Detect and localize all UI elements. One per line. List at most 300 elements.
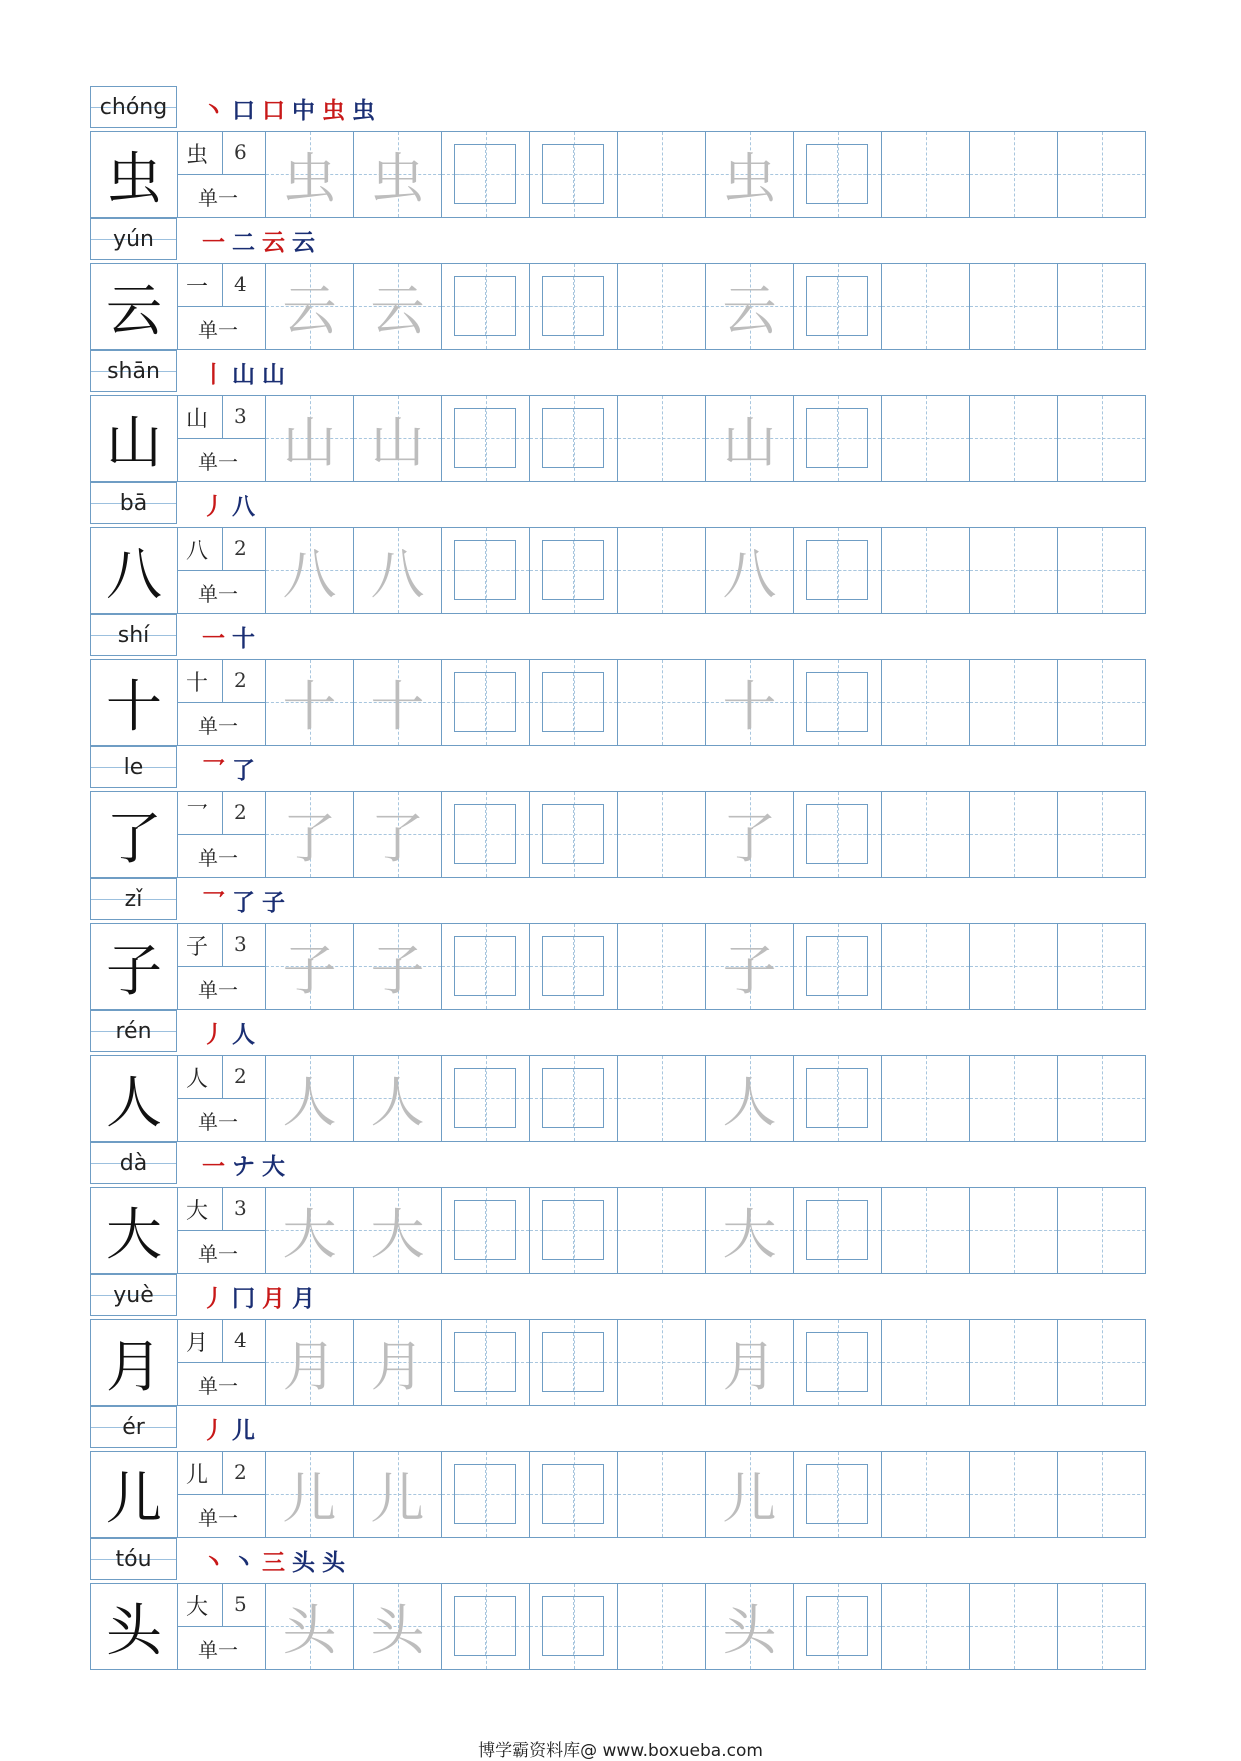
practice-cell[interactable] (970, 660, 1058, 745)
character-info (178, 1056, 266, 1141)
trace-character: 月 (370, 1335, 425, 1398)
practice-cell[interactable] (530, 1188, 618, 1273)
trace-character: 虫 (722, 147, 777, 210)
trace-character: 山 (370, 411, 425, 474)
stroke-step: 乛 (202, 758, 225, 784)
practice-cell[interactable] (530, 1320, 618, 1405)
stroke-order (202, 624, 260, 654)
tracing-cell[interactable] (354, 1320, 442, 1405)
tracing-cell[interactable] (706, 396, 794, 481)
practice-cell[interactable] (442, 132, 530, 217)
character-info (178, 528, 266, 613)
practice-cell[interactable] (618, 924, 706, 1009)
stroke-order (202, 756, 260, 786)
tracing-cell[interactable] (706, 1584, 794, 1669)
stroke-step: 丶 (232, 1550, 255, 1576)
writing-grid-row (90, 527, 1146, 614)
practice-cell[interactable] (618, 1320, 706, 1405)
stroke-step: 冂 (232, 1286, 255, 1312)
inner-grid-box (542, 1068, 604, 1128)
radical-label: 儿 (186, 1463, 209, 1488)
trace-character: 头 (722, 1599, 777, 1662)
inner-grid-box (454, 1200, 516, 1260)
tracing-cell[interactable] (266, 1320, 354, 1405)
writing-grid-row (90, 1319, 1146, 1406)
stroke-step: 八 (232, 494, 255, 520)
tracing-cell[interactable] (706, 792, 794, 877)
divider (222, 1584, 223, 1626)
trace-character: 十 (370, 675, 425, 738)
practice-cell[interactable] (882, 132, 970, 217)
trace-character: 山 (722, 411, 777, 474)
unit-label: 单一 (198, 450, 238, 474)
model-character: 了 (90, 792, 178, 877)
tracing-cell[interactable] (266, 1584, 354, 1669)
practice-cell[interactable] (442, 528, 530, 613)
practice-cell[interactable] (530, 396, 618, 481)
tracing-cell[interactable] (354, 1056, 442, 1141)
inner-grid-box (806, 1596, 868, 1656)
practice-cell[interactable] (1058, 792, 1146, 877)
stroke-step: 了 (232, 890, 255, 916)
practice-cell[interactable] (442, 1320, 530, 1405)
practice-cell[interactable] (882, 396, 970, 481)
radical-label: 一 (186, 275, 209, 300)
tracing-cell[interactable] (266, 924, 354, 1009)
practice-cell[interactable] (794, 1320, 882, 1405)
practice-cell[interactable] (970, 1320, 1058, 1405)
writing-grid-row (90, 791, 1146, 878)
practice-cell[interactable] (530, 132, 618, 217)
pinyin-box (90, 350, 177, 392)
trace-character: 了 (282, 807, 337, 870)
practice-cell[interactable] (618, 1188, 706, 1273)
tracing-cell[interactable] (354, 396, 442, 481)
practice-cell[interactable] (882, 1452, 970, 1537)
pinyin-box (90, 1274, 177, 1316)
character-entry (90, 614, 1146, 746)
inner-grid-box (454, 1596, 516, 1656)
stroke-step: 丨 (202, 362, 225, 388)
model-character: 人 (90, 1056, 178, 1141)
divider (222, 924, 223, 966)
tracing-cell[interactable] (354, 924, 442, 1009)
trace-character: 十 (282, 675, 337, 738)
stroke-order (202, 1152, 290, 1182)
model-character: 头 (90, 1584, 178, 1669)
writing-grid-row (90, 1187, 1146, 1274)
practice-cell[interactable] (794, 1584, 882, 1669)
divider (178, 1230, 266, 1231)
practice-cell[interactable] (1058, 660, 1146, 745)
practice-cell[interactable] (1058, 1188, 1146, 1273)
stroke-step: 丿 (202, 1286, 225, 1312)
tracing-cell[interactable] (706, 1320, 794, 1405)
trace-character: 八 (722, 543, 777, 606)
stroke-step: 了 (232, 758, 255, 784)
model-character: 虫 (90, 132, 178, 217)
tracing-cell[interactable] (266, 396, 354, 481)
tracing-cell[interactable] (266, 1452, 354, 1537)
divider (178, 1626, 266, 1627)
character-entry (90, 746, 1146, 878)
tracing-cell[interactable] (354, 1452, 442, 1537)
unit-label: 单一 (198, 1506, 238, 1530)
stroke-step: 丶 (202, 98, 225, 124)
practice-cell[interactable] (970, 264, 1058, 349)
tracing-cell[interactable] (266, 660, 354, 745)
tracing-cell[interactable] (706, 132, 794, 217)
inner-grid-box (806, 936, 868, 996)
pinyin-row (90, 482, 1146, 527)
character-info (178, 924, 266, 1009)
practice-cell[interactable] (618, 528, 706, 613)
practice-cell[interactable] (794, 1188, 882, 1273)
divider (178, 570, 266, 571)
practice-cell[interactable] (618, 1584, 706, 1669)
character-info (178, 1320, 266, 1405)
practice-cell[interactable] (530, 1584, 618, 1669)
divider (178, 1362, 266, 1363)
practice-cell[interactable] (794, 264, 882, 349)
stroke-step: 口 (232, 98, 255, 124)
practice-cell[interactable] (970, 924, 1058, 1009)
inner-grid-box (542, 276, 604, 336)
practice-cell[interactable] (970, 1584, 1058, 1669)
pinyin-label: yún (113, 227, 154, 252)
practice-cell[interactable] (882, 660, 970, 745)
inner-grid-box (542, 936, 604, 996)
unit-label: 单一 (198, 714, 238, 738)
pinyin-box (90, 86, 177, 128)
unit-label: 单一 (198, 1242, 238, 1266)
pinyin-row (90, 1406, 1146, 1451)
pinyin-row (90, 1010, 1146, 1055)
tracing-cell[interactable] (354, 132, 442, 217)
model-character: 十 (90, 660, 178, 745)
practice-cell[interactable] (794, 1056, 882, 1141)
practice-cell[interactable] (442, 660, 530, 745)
trace-character: 云 (722, 279, 777, 342)
stroke-step: 一 (202, 1154, 225, 1180)
practice-cell[interactable] (794, 132, 882, 217)
model-character: 云 (90, 264, 178, 349)
stroke-count: 4 (234, 1328, 247, 1352)
stroke-step: 子 (262, 890, 285, 916)
trace-character: 子 (722, 939, 777, 1002)
divider (178, 834, 266, 835)
practice-cell[interactable] (618, 396, 706, 481)
tracing-cell[interactable] (354, 264, 442, 349)
practice-cell[interactable] (442, 1584, 530, 1669)
practice-cell[interactable] (530, 924, 618, 1009)
practice-cell[interactable] (442, 396, 530, 481)
pinyin-box (90, 1538, 177, 1580)
tracing-cell[interactable] (706, 1188, 794, 1273)
tracing-cell[interactable] (354, 1188, 442, 1273)
practice-cell[interactable] (882, 264, 970, 349)
stroke-step: 中 (292, 98, 315, 124)
practice-cell[interactable] (618, 264, 706, 349)
inner-grid-box (806, 804, 868, 864)
tracing-cell[interactable] (266, 264, 354, 349)
practice-cell[interactable] (530, 1056, 618, 1141)
stroke-step: 头 (292, 1550, 315, 1576)
divider (178, 174, 266, 175)
practice-cell[interactable] (1058, 924, 1146, 1009)
divider (178, 1494, 266, 1495)
pinyin-box (90, 1142, 177, 1184)
practice-cell[interactable] (882, 1320, 970, 1405)
trace-character: 人 (282, 1071, 337, 1134)
stroke-step: 口 (262, 98, 285, 124)
practice-cell[interactable] (1058, 1056, 1146, 1141)
model-character: 山 (90, 396, 178, 481)
practice-cell[interactable] (1058, 132, 1146, 217)
writing-grid-row (90, 659, 1146, 746)
practice-cell[interactable] (882, 1584, 970, 1669)
inner-grid-box (454, 672, 516, 732)
radical-label: 大 (186, 1595, 209, 1620)
pinyin-box (90, 1010, 177, 1052)
practice-cell[interactable] (442, 1188, 530, 1273)
practice-cell[interactable] (970, 132, 1058, 217)
divider (178, 966, 266, 967)
tracing-cell[interactable] (354, 792, 442, 877)
character-entry (90, 878, 1146, 1010)
tracing-cell[interactable] (354, 660, 442, 745)
model-character: 大 (90, 1188, 178, 1273)
tracing-cell[interactable] (266, 132, 354, 217)
stroke-step: 儿 (232, 1418, 255, 1444)
practice-cell[interactable] (1058, 1584, 1146, 1669)
inner-grid-box (542, 1464, 604, 1524)
practice-cell[interactable] (794, 924, 882, 1009)
practice-cell[interactable] (882, 1056, 970, 1141)
pinyin-label: dà (119, 1151, 148, 1176)
character-info (178, 660, 266, 745)
divider (222, 1188, 223, 1230)
tracing-cell[interactable] (266, 1188, 354, 1273)
trace-character: 子 (282, 939, 337, 1002)
pinyin-box (90, 746, 177, 788)
practice-cell[interactable] (882, 792, 970, 877)
practice-cell[interactable] (530, 792, 618, 877)
tracing-cell[interactable] (266, 1056, 354, 1141)
stroke-order (202, 888, 290, 918)
tracing-cell[interactable] (706, 1452, 794, 1537)
trace-character: 大 (282, 1203, 337, 1266)
stroke-step: 一 (202, 626, 225, 652)
divider (222, 264, 223, 306)
practice-cell[interactable] (970, 528, 1058, 613)
inner-grid-box (806, 1464, 868, 1524)
unit-label: 单一 (198, 978, 238, 1002)
inner-grid-box (806, 540, 868, 600)
practice-cell[interactable] (794, 792, 882, 877)
stroke-count: 2 (234, 668, 247, 692)
stroke-count: 2 (234, 1460, 247, 1484)
radical-label: 虫 (186, 143, 209, 168)
inner-grid-box (542, 804, 604, 864)
tracing-cell[interactable] (706, 924, 794, 1009)
pinyin-row (90, 86, 1146, 131)
stroke-order (202, 1020, 260, 1050)
tracing-cell[interactable] (706, 1056, 794, 1141)
inner-grid-box (806, 144, 868, 204)
inner-grid-box (454, 936, 516, 996)
trace-character: 月 (282, 1335, 337, 1398)
stroke-count: 2 (234, 536, 247, 560)
stroke-step: 人 (232, 1022, 255, 1048)
stroke-order (202, 492, 260, 522)
practice-cell[interactable] (970, 1056, 1058, 1141)
practice-cell[interactable] (1058, 1452, 1146, 1537)
stroke-step: 十 (232, 626, 255, 652)
trace-character: 了 (370, 807, 425, 870)
radical-label: 人 (186, 1067, 209, 1092)
stroke-count: 3 (234, 404, 247, 428)
tracing-cell[interactable] (706, 660, 794, 745)
inner-grid-box (542, 1332, 604, 1392)
trace-character: 子 (370, 939, 425, 1002)
inner-grid-box (454, 1332, 516, 1392)
stroke-step: 山 (262, 362, 285, 388)
practice-cell[interactable] (794, 1452, 882, 1537)
practice-cell[interactable] (442, 792, 530, 877)
practice-cell[interactable] (442, 1056, 530, 1141)
tracing-cell[interactable] (266, 792, 354, 877)
stroke-count: 4 (234, 272, 247, 296)
practice-cell[interactable] (530, 264, 618, 349)
tracing-cell[interactable] (706, 264, 794, 349)
practice-cell[interactable] (882, 528, 970, 613)
trace-character: 月 (722, 1335, 777, 1398)
practice-cell[interactable] (442, 264, 530, 349)
practice-cell[interactable] (1058, 528, 1146, 613)
writing-grid-row (90, 923, 1146, 1010)
unit-label: 单一 (198, 1374, 238, 1398)
divider (222, 132, 223, 174)
practice-cell[interactable] (442, 924, 530, 1009)
practice-cell[interactable] (618, 792, 706, 877)
pinyin-label: le (123, 755, 144, 780)
stroke-step: 头 (322, 1550, 345, 1576)
stroke-step: 月 (292, 1286, 315, 1312)
character-info (178, 1584, 266, 1669)
unit-label: 单一 (198, 582, 238, 606)
trace-character: 虫 (282, 147, 337, 210)
pinyin-label: ér (122, 1415, 145, 1440)
unit-label: 单一 (198, 1110, 238, 1134)
pinyin-label: chóng (99, 95, 168, 120)
pinyin-label: bā (119, 491, 148, 516)
writing-grid-row (90, 131, 1146, 218)
inner-grid-box (806, 408, 868, 468)
practice-cell[interactable] (882, 924, 970, 1009)
pinyin-box (90, 218, 177, 260)
practice-cell[interactable] (618, 660, 706, 745)
divider (222, 528, 223, 570)
writing-grid-row (90, 1583, 1146, 1670)
pinyin-row (90, 1142, 1146, 1187)
stroke-count: 2 (234, 1064, 247, 1088)
character-info (178, 132, 266, 217)
trace-character: 山 (282, 411, 337, 474)
tracing-cell[interactable] (266, 528, 354, 613)
model-character: 八 (90, 528, 178, 613)
trace-character: 儿 (282, 1467, 337, 1530)
trace-character: 八 (370, 543, 425, 606)
stroke-order (202, 1416, 260, 1446)
trace-character: 人 (722, 1071, 777, 1134)
inner-grid-box (542, 672, 604, 732)
practice-cell[interactable] (882, 1188, 970, 1273)
divider (222, 792, 223, 834)
stroke-step: 丿 (202, 1022, 225, 1048)
inner-grid-box (454, 144, 516, 204)
stroke-step: 山 (232, 362, 255, 388)
radical-label: 乛 (186, 803, 209, 828)
practice-cell[interactable] (530, 660, 618, 745)
practice-cell[interactable] (970, 1188, 1058, 1273)
practice-cell[interactable] (1058, 396, 1146, 481)
practice-cell[interactable] (970, 792, 1058, 877)
practice-cell[interactable] (618, 1056, 706, 1141)
practice-cell[interactable] (794, 660, 882, 745)
pinyin-row (90, 1274, 1146, 1319)
character-entry (90, 1406, 1146, 1538)
model-character: 子 (90, 924, 178, 1009)
divider (222, 1320, 223, 1362)
character-entry (90, 350, 1146, 482)
inner-grid-box (454, 408, 516, 468)
practice-cell[interactable] (1058, 264, 1146, 349)
pinyin-row (90, 614, 1146, 659)
practice-cell[interactable] (442, 1452, 530, 1537)
stroke-order (202, 96, 380, 126)
stroke-step: 丿 (202, 494, 225, 520)
divider (178, 306, 266, 307)
divider (222, 396, 223, 438)
practice-cell[interactable] (530, 528, 618, 613)
practice-cell[interactable] (794, 528, 882, 613)
inner-grid-box (542, 1596, 604, 1656)
divider (178, 438, 266, 439)
stroke-order (202, 228, 320, 258)
tracing-cell[interactable] (354, 528, 442, 613)
character-entry (90, 482, 1146, 614)
practice-cell[interactable] (794, 396, 882, 481)
radical-label: 八 (186, 539, 209, 564)
practice-cell[interactable] (618, 1452, 706, 1537)
trace-character: 儿 (722, 1467, 777, 1530)
stroke-step: 二 (232, 230, 255, 256)
stroke-count: 3 (234, 932, 247, 956)
practice-cell[interactable] (618, 132, 706, 217)
practice-cell[interactable] (970, 1452, 1058, 1537)
practice-cell[interactable] (1058, 1320, 1146, 1405)
tracing-cell[interactable] (706, 528, 794, 613)
pinyin-label: shān (107, 359, 160, 384)
radical-label: 月 (186, 1331, 209, 1356)
trace-character: 儿 (370, 1467, 425, 1530)
practice-cell[interactable] (530, 1452, 618, 1537)
pinyin-row (90, 350, 1146, 395)
tracing-cell[interactable] (354, 1584, 442, 1669)
stroke-step: 虫 (322, 98, 345, 124)
practice-cell[interactable] (970, 396, 1058, 481)
